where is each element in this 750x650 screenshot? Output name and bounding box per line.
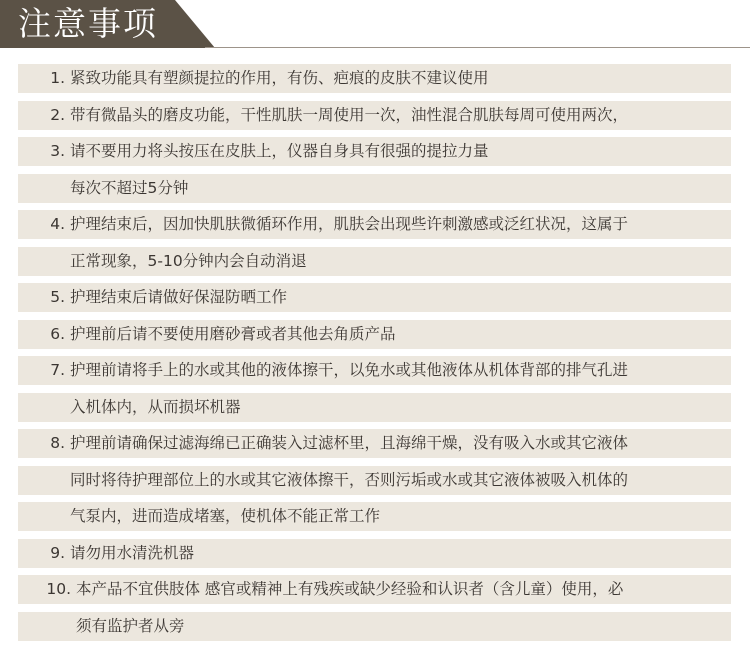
page-title: 注意事项: [18, 4, 158, 43]
item-number: 5.: [50, 288, 65, 306]
item-text: 正常现象，5-10分钟内会自动消退: [70, 251, 307, 270]
list-item-4: [18, 210, 731, 239]
list-item-8-continued: [18, 502, 731, 531]
item-number: 6.: [50, 324, 65, 343]
item-number: 10.: [46, 580, 71, 598]
item-text: 护理结束后，因加快肌肤微循环作用，肌肤会出现些许刺激感或泛红状况，这属于: [70, 215, 629, 233]
item-text: 护理前后请不要使用磨砂膏或者其他去角质产品: [70, 324, 396, 343]
list-item-7-continued: [18, 393, 731, 422]
list-item-8: [18, 429, 731, 458]
item-text: 护理结束后请做好保湿防晒工作: [70, 288, 288, 306]
item-text: 带有微晶头的磨皮功能，干性肌肤一周使用一次，油性混合肌肤每周可使用两次，: [70, 105, 629, 124]
item-text: 本产品不宜供肢体 感官或精神上有残疾或缺少经验和认识者（含儿童）使用，必: [76, 580, 624, 598]
item-text: 入机体内，从而损坏机器: [70, 397, 241, 416]
list-item-4-continued: [18, 247, 731, 276]
list-item-1: [18, 64, 731, 93]
list-item-8-continued: [18, 466, 731, 495]
item-text: 护理前请确保过滤海绵已正确装入过滤杯里，且海绵干燥，没有吸入水或其它液体: [70, 434, 629, 452]
item-number: 4.: [50, 215, 65, 233]
item-text: 须有监护者从旁: [76, 616, 185, 635]
item-text: 请勿用水清洗机器: [70, 543, 195, 562]
item-text: 护理前请将手上的水或其他的液体擦干，以免水或其他液体从机体背部的排气孔进: [70, 361, 629, 379]
item-number: 7.: [50, 361, 65, 379]
item-text: 请不要用力将头按压在皮肤上，仪器自身具有很强的提拉力量: [70, 142, 489, 160]
list-item-2: [18, 101, 731, 130]
list-item-5: [18, 283, 731, 312]
item-number: 3.: [50, 142, 65, 160]
notice-list: [18, 64, 731, 648]
list-item-3-continued: [18, 174, 731, 203]
header-divider: [205, 47, 750, 48]
list-item-9: [18, 539, 731, 568]
list-item-10: [18, 575, 731, 604]
list-item-3: [18, 137, 731, 166]
item-text: 气泵内，进而造成堵塞，使机体不能正常工作: [70, 507, 381, 525]
item-text: 同时将待护理部位上的水或其它液体擦干，否则污垢或水或其它液体被吸入机体的: [70, 470, 629, 489]
item-number: 1.: [50, 69, 65, 87]
list-item-10-continued: [18, 612, 731, 641]
item-number: 8.: [50, 434, 65, 452]
item-text: 每次不超过5分钟: [70, 178, 189, 197]
item-text: 紧致功能具有塑颜提拉的作用，有伤、疤痕的皮肤不建议使用: [70, 69, 489, 87]
item-number: 2.: [50, 105, 65, 124]
header-banner: [0, 0, 750, 50]
list-item-7: [18, 356, 731, 385]
list-item-6: [18, 320, 731, 349]
item-number: 9.: [50, 543, 65, 562]
